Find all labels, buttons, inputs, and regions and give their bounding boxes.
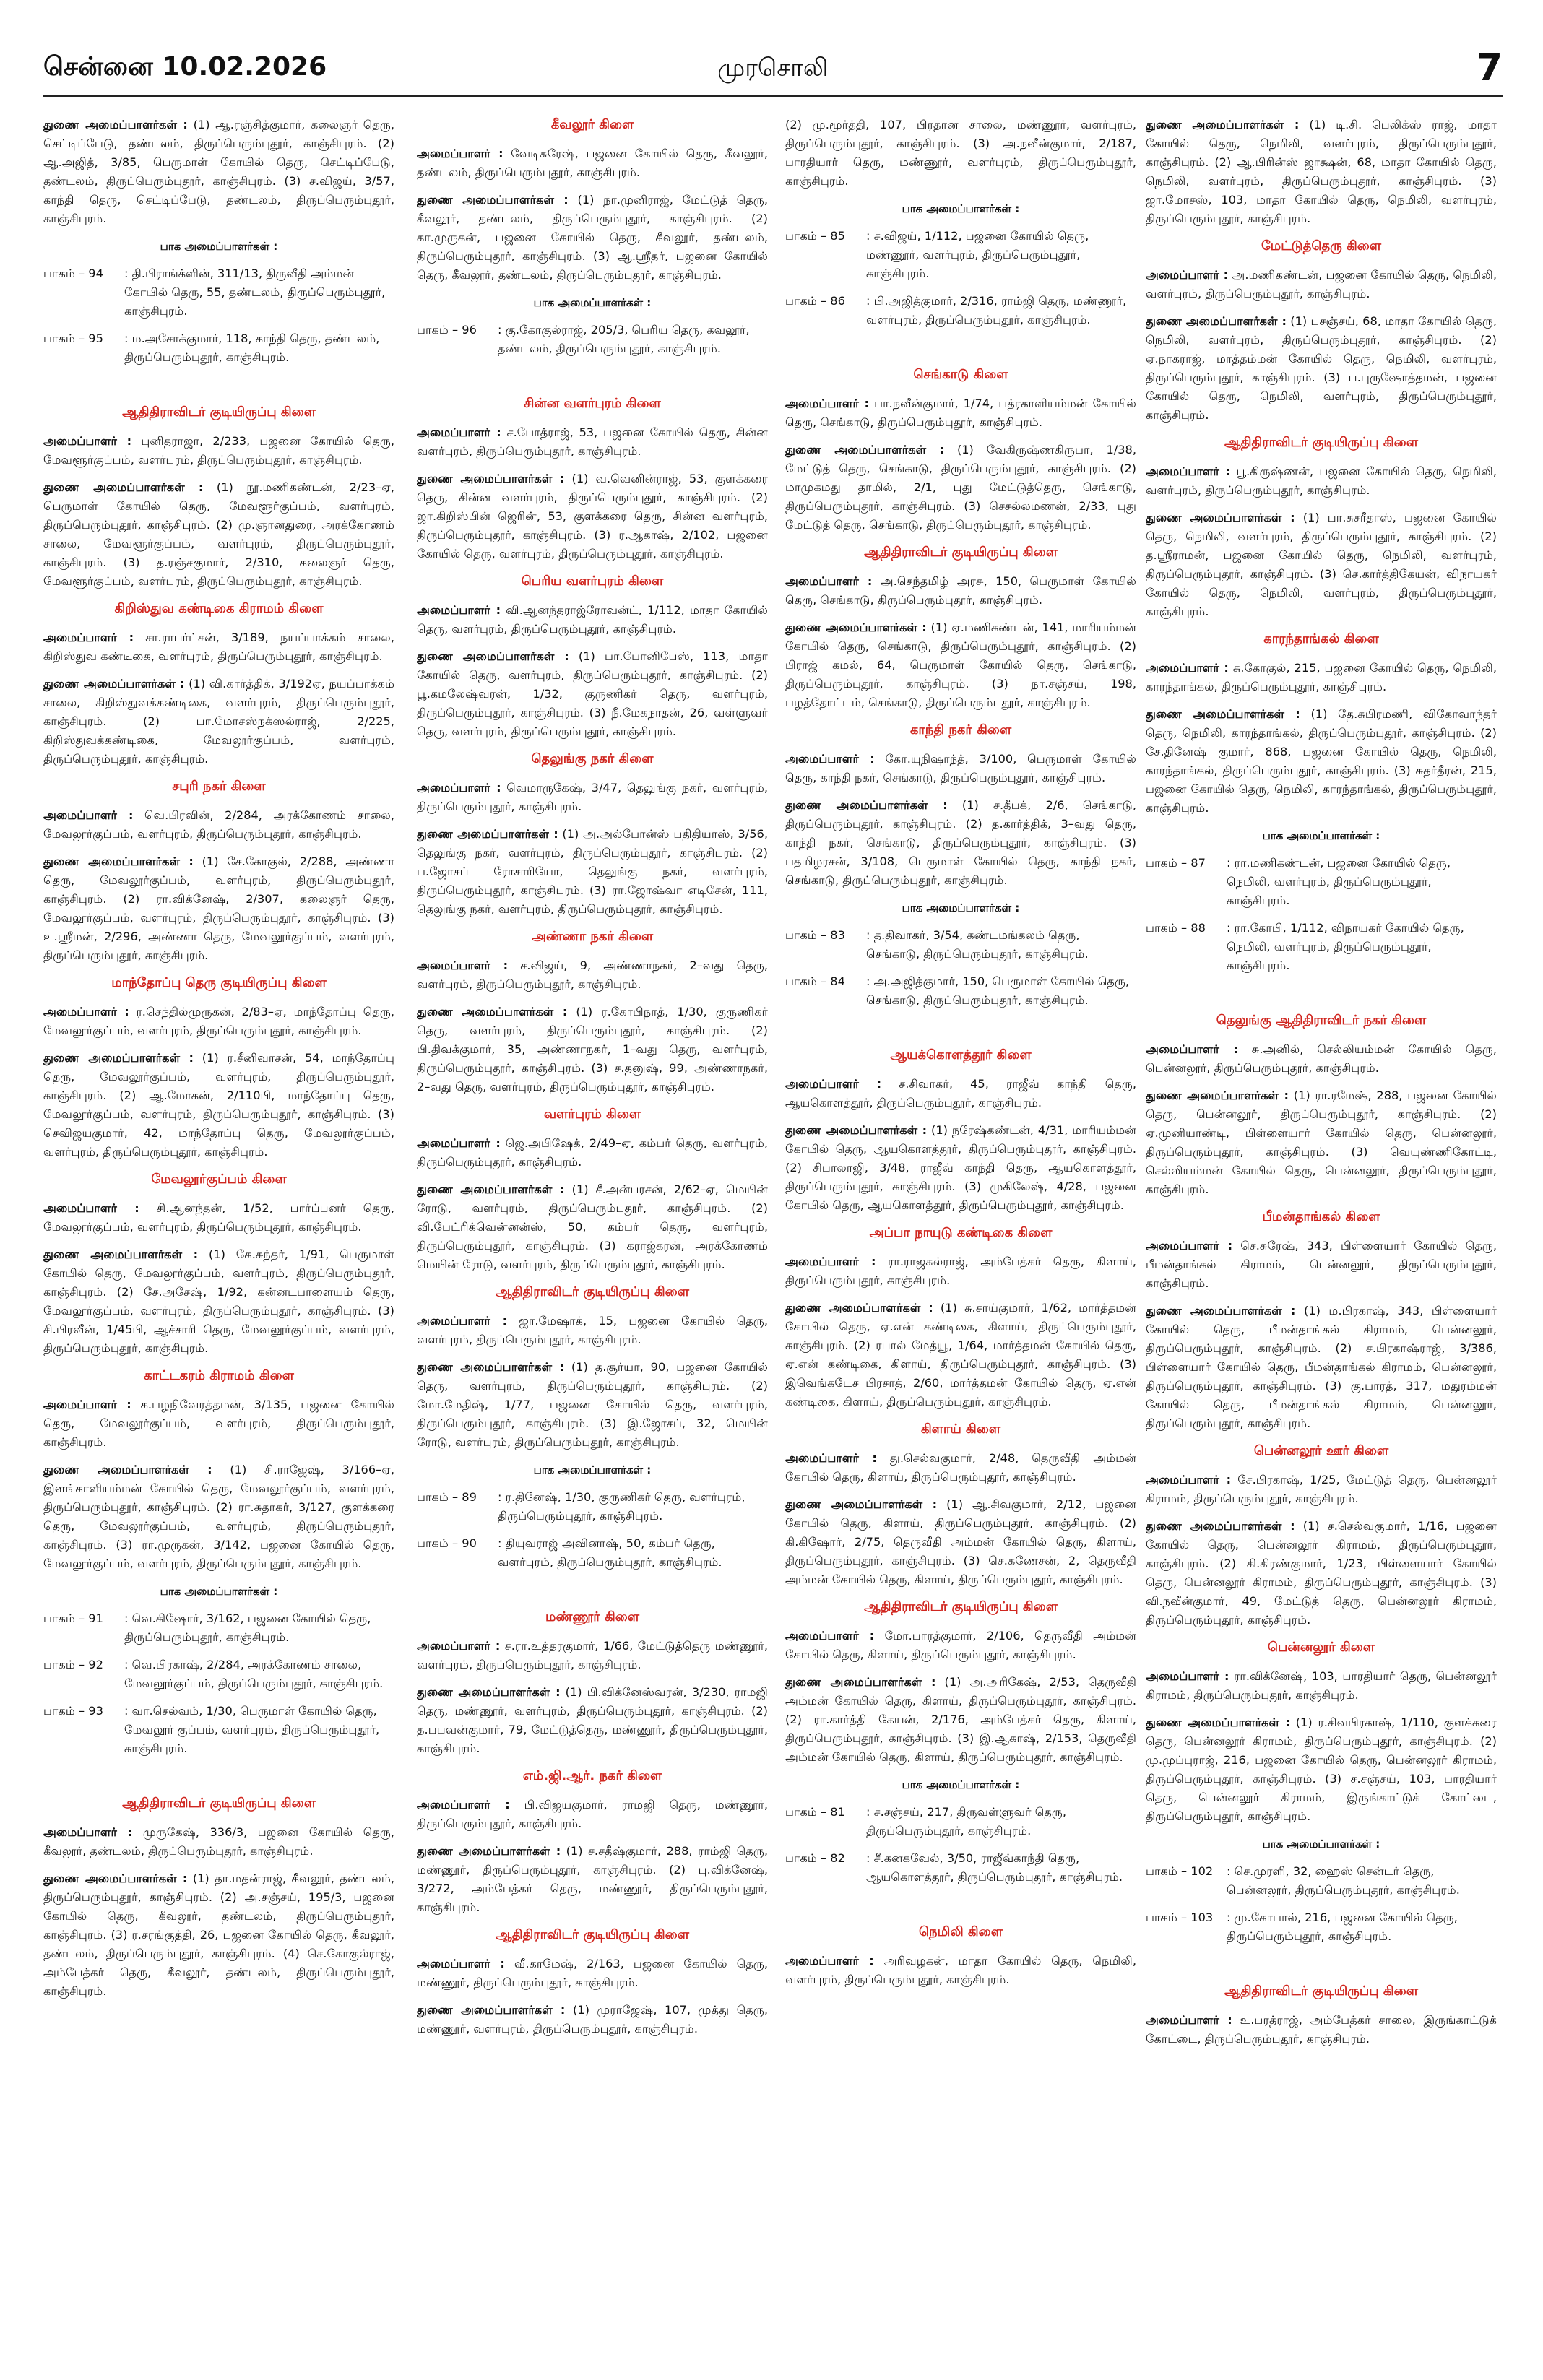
entry: அமைப்பாளர் : ர.செந்தில்முருகன், 2/83–ஏ, மாந்தோப்பு தெரு, மேவலூர்குப்பம், வளர்புரம், திருப்பெரும்புதூர், காஞ்சிபுரம். [43, 1005, 394, 1037]
bagam-row: பாகம் – 83 : த.திவாகர், 3/54, கண்டமங்கலம் தெரு, செங்காடு, திருப்பெரும்புதூர், காஞ்சிபுரம். [785, 928, 1089, 961]
section-heading: காரந்தாங்கல் கிளை [1263, 631, 1379, 646]
entry: அமைப்பாளர் : ச.போத்ராஜ், 53, பஜனை கோயில் தெரு, சின்ன வளர்புரம், திருப்பெரும்புதூர், காஞ்சிபுரம். [417, 425, 768, 458]
bagam-row: பாகம் – 81 : ச.சஞ்சய், 217, திருவள்ளுவர் தெரு, திருப்பெரும்புதூர், காஞ்சிபுரம். [785, 1805, 1067, 1838]
entry: துணை அமைப்பாளர்கள் : (1) ச.தீபக், 2/6, செங்காடு, திருப்பெரும்புதூர், காஞ்சிபுரம். (2) த.கார்த்திக், 3–வது தெரு, காந்தி நகர், செங்காடு, திருப்பெரும்புதூர், காஞ்சிபுரம். (3) பதமிழரசன், 3/108, பெருமாள் கோயில் தெரு, காந்தி நகர், செங்காடு, திருப்பெரும்புதூர், காஞ்சிபுரம். [785, 798, 1136, 887]
bagam-heading: பாக அமைப்பாளர்கள் : [160, 240, 278, 253]
entry: அமைப்பாளர் : வெ.பிரவின், 2/284, அரக்கோணம் சாலை, மேவலூர்குப்பம், வளர்புரம், திருப்பெரும்புதூர், காஞ்சிபுரம். [43, 808, 394, 841]
section-heading: மாந்தோப்பு தெரு குடியிருப்பு கிளை [111, 975, 327, 990]
entry: அமைப்பாளர் : ஜெ.அபிஷேக், 2/49–ஏ, கம்பர் தெரு, வளர்புரம், திருப்பெரும்புதூர், காஞ்சிபுரம். [417, 1136, 768, 1169]
newspaper-name: முரசொலி [717, 53, 829, 82]
entry: அமைப்பாளர் : ரா.விக்னேஷ், 103, பாரதியார் தெரு, பென்னலூர் கிராமம், திருப்பெரும்புதூர், காஞ்சிபுரம். [1146, 1669, 1497, 1702]
section-heading: ஆதிதிராவிடர் குடியிருப்பு கிளை [122, 404, 316, 420]
section-heading: செங்காடு கிளை [913, 367, 1008, 382]
bagam-heading: பாக அமைப்பாளர்கள் : [533, 1463, 652, 1476]
column-4 [1146, 116, 1497, 2355]
section-heading: ஆதிதிராவிடர் குடியிருப்பு கிளை [864, 1599, 1058, 1614]
entry: துணை அமைப்பாளர்கள் : (1) அ.அரிகேஷ், 2/53, தெருவீதி அம்மன் கோயில் தெரு, கிளாய், திருப்பெரும்புதூர், காஞ்சிபுரம். (2) ரா.கார்த்தி கேயன், 2/176, அம்பேத்கர் தெரு, கிளாய், திருப்பெரும்புதூர், காஞ்சிபுரம். (3) இ.ஆகாஷ், 2/153, தெருவீதி அம்மன் கோயில் தெரு, கிளாய், திருப்பெரும்புதூர், காஞ்சிபுரம். [785, 1675, 1136, 1764]
bagam-row: பாகம் – 96 : கு.கோகுல்ராஜ், 205/3, பெரிய தெரு, கவலூர், தண்டலம், திருப்பெரும்புதூர், காஞ்சிபுரம். [417, 323, 750, 355]
bagam-row: பாகம் – 92 : வெ.பிரகாஷ், 2/284, அரக்கோணம் சாலை, மேவலூர்குப்பம், திருப்பெரும்புதூர், காஞ்சிபுரம். [43, 1658, 384, 1690]
entry: அமைப்பாளர் : ச.விஜய், 9, அண்ணாநகர், 2–வது தெரு, வளர்புரம், திருப்பெரும்புதூர், காஞ்சிபுரம். [417, 959, 768, 991]
entry: துணை அமைப்பாளர்கள் : (1) ஆ.ரஞ்சித்குமார், கலைஞர் தெரு, செட்டிப்பேடு, தண்டலம், திருப்பெரும்புதூர், காஞ்சிபுரம். (2) ஆ.அஜித், 3/85, பெருமாள் கோயில் தெரு, செட்டிப்பேடு, தண்டலம், திருப்பெரும்புதூர், காஞ்சிபுரம். (3) ச.விஜய், 3/57, காந்தி தெரு, செட்டிப்பேடு, தண்டலம், திருப்பெரும்புதூர், காஞ்சிபுரம். [43, 118, 394, 225]
entry: துணை அமைப்பாளர்கள் : (1) சே.கோகுல், 2/288, அண்ணா தெரு, மேவலூர்குப்பம், வளர்புரம், திருப்பெரும்புதூர், காஞ்சிபுரம். (2) ரா.விக்னேஷ், 2/307, கலைஞர் தெரு, மேவலூர்குப்பம், வளர்புரம், திருப்பெரும்புதூர், காஞ்சிபுரம். (3) உ.ஸ்ரீமன், 2/296, அண்ணா தெரு, மேவலூர்குப்பம், வளர்புரம், திருப்பெரும்புதூர், காஞ்சிபுரம். [43, 854, 394, 962]
section-heading: ஆதிதிராவிடர் குடியிருப்பு கிளை [496, 1284, 689, 1299]
entry: துணை அமைப்பாளர்கள் : (1) கே.சுந்தர், 1/91, பெருமாள் கோயில் தெரு, மேவலூர்குப்பம், வளர்புரம், திருப்பெரும்புதூர், காஞ்சிபுரம். (2) சே.அசேஷ், 1/92, கன்னடபாளையம் தெரு, மேவலூர்குப்பம், வளர்புரம், திருப்பெரும்புதூர், காஞ்சிபுரம். (3) சி.பிரவீன், 1/45பி, ஆச்சாரி தெரு, மேவலூர்குப்பம், வளர்புரம், திருப்பெரும்புதூர், காஞ்சிபுரம். [43, 1247, 394, 1355]
entry: அமைப்பாளர் : சு.அனில், செல்லியம்மன் கோயில் தெரு, பென்னலூர், திருப்பெரும்புதூர், காஞ்சிபுரம். [1146, 1042, 1497, 1075]
bagam-row: பாகம் – 91 : வெ.கிஷோர், 3/162, பஜனை கோயில் தெரு, திருப்பெரும்புதூர், காஞ்சிபுரம். [43, 1611, 371, 1644]
entry: அமைப்பாளர் : செ.சுரேஷ், 343, பிள்ளையார் கோயில் தெரு, பீமன்தாங்கல் கிராமம், பென்னலூர், திருப்பெரும்புதூர், காஞ்சிபுரம். [1146, 1239, 1497, 1290]
section-heading: தெலுங்கு ஆதிதிராவிடர் நகர் கிளை [1216, 1013, 1427, 1028]
entry: துணை அமைப்பாளர்கள் : (1) பி.விக்னேஸ்வரன், 3/230, ராமஜி தெரு, மண்ணூர், வளர்புரம், திருப்பெரும்புதூர், காஞ்சிபுரம். (2) த.பபவன்குமார், 79, மேட்டுத்தெரு, மண்ணூர், திருப்பெரும்புதூர், காஞ்சிபுரம். [417, 1685, 768, 1755]
bagam-row: பாகம் – 88 : ரா.கோபி, 1/112, விநாயகர் கோயில் தெரு, நெமிலி, வளர்புரம், திருப்பெரும்புதூர், காஞ்சிபுரம். [1146, 921, 1464, 972]
entry: துணை அமைப்பாளர்கள் : (1) ஆ.சிவகுமார், 2/12, பஜனை கோயில் தெரு, கிளாய், திருப்பெரும்புதூர், காஞ்சிபுரம். (2) கி.கிஷோர், 2/75, தெருவீதி அம்மன் கோயில் தெரு, கிளாய், திருப்பெரும்புதூர், காஞ்சிபுரம். (3) செ.கணேசன், 2, தெருவீதி அம்மன் கோயில் தெரு, கிளாய், திருப்பெரும்புதூர், காஞ்சிபுரம். [785, 1497, 1136, 1586]
entry: அமைப்பாளர் : மோ.பாரத்குமார், 2/106, தெருவீதி அம்மன் கோயில் தெரு, கிளாய், திருப்பெரும்புதூர், காஞ்சிபுரம். [785, 1629, 1136, 1661]
entry: துணை அமைப்பாளர்கள் : (1) பா.சுசரீதாஸ், பஜனை கோயில் தெரு, நெமிலி, வளர்புரம், திருப்பெரும்புதூர், காஞ்சிபுரம். (2) த.ஸ்ரீராமன், பஜனை கோயில் தெரு, நெமிலி, வளர்புரம், திருப்பெரும்புதூர், காஞ்சிபுரம். (3) செ.கார்த்திகேயன், விநாயகர் கோயில் தெரு, நெமிலி, வளர்புரம், திருப்பெரும்புதூர், காஞ்சிபுரம். [1146, 511, 1497, 618]
bagam-row: பாகம் – 84 : அ.அஜித்குமார், 150, பெருமாள் கோயில் தெரு, செங்காடு, திருப்பெரும்புதூர், காஞ்சிபுரம். [785, 974, 1130, 1007]
column-3 [785, 116, 1136, 2355]
entry: துணை அமைப்பாளர்கள் : (1) நா.முனிராஜ், மேட்டுத் தெரு, கீவலூர், தண்டலம், திருப்பெரும்புதூர், காஞ்சிபுரம். (2) கா.முருகன், பஜனை கோயில் தெரு, கீவலூர், தண்டலம், திருப்பெரும்புதூர், காஞ்சிபுரம். (3) ஆ.ஸ்ரீதர், பஜனை கோயில் தெரு, கீவலூர், தண்டலம், திருப்பெரும்புதூர், காஞ்சிபுரம். [417, 193, 768, 282]
entry: துணை அமைப்பாளர்கள் : (1) சீ.அன்பரசன், 2/62–ஏ, மெயின் ரோடு, வளர்புரம், திருப்பெரும்புதூர், காஞ்சிபுரம். (2) வி.பேட்ரிக்வென்னன்ஸ், 50, கம்பர் தெரு, வளர்புரம், திருப்பெரும்புதூர், காஞ்சிபுரம். (3) கராஜ்கரன், அரக்கோணம் மெயின் ரோடு, வளர்புரம், திருப்பெரும்புதூர், காஞ்சிபுரம். [417, 1182, 768, 1271]
entry: அமைப்பாளர் : சு.கோகுல், 215, பஜனை கோயில் தெரு, நெமிலி, காரந்தாங்கல், திருப்பெரும்புதூர், காஞ்சிபுரம். [1146, 661, 1497, 693]
entry: துணை அமைப்பாளர்கள் : (1) சி.ராஜேஷ், 3/166–ஏ, இளங்காளியம்மன் கோயில் தெரு, மேவலூர்குப்பம், வளர்புரம், திருப்பெரும்புதூர், காஞ்சிபுரம். (2) ரா.சுதாகர், 3/127, குளக்கரை தெரு, மேவலூர்குப்பம், வளர்புரம், திருப்பெரும்புதூர், காஞ்சிபுரம். (3) ரா.முருகன், 3/142, பஜனை கோயில் தெரு, மேவலூர்குப்பம், வளர்புரம், திருப்பெரும்புதூர், காஞ்சிபுரம். [43, 1463, 394, 1570]
issue-date: சென்னை 10.02.2026 [43, 52, 327, 82]
entry: அமைப்பாளர் : வீ.காமேஷ், 2/163, பஜனை கோயில் தெரு, மண்ணூர், திருப்பெரும்புதூர், காஞ்சிபுரம். [417, 1957, 768, 1989]
entry: அமைப்பாளர் : பூ.கிருஷ்ணன், பஜனை கோயில் தெரு, நெமிலி, வளர்புரம், திருப்பெரும்புதூர், காஞ்சிபுரம். [1146, 464, 1497, 497]
entry: அமைப்பாளர் : சே.பிரகாஷ், 1/25, மேட்டுத் தெரு, பென்னலூர் கிராமம், திருப்பெரும்புதூர், காஞ்சிபுரம். [1146, 1473, 1497, 1505]
entry: துணை அமைப்பாளர்கள் : (1) த.சூர்யா, 90, பஜனை கோயில் தெரு, வளர்புரம், திருப்பெரும்புதூர், காஞ்சிபுரம். (2) மோ.மேதிஷ், 1/77, பஜனை கோயில் தெரு, வளர்புரம், திருப்பெரும்புதூர், காஞ்சிபுரம். (3) இ.ஜோசப், 32, மெயின் ரோடு, வளர்புரம், திருப்பெரும்புதூர், காஞ்சிபுரம். [417, 1360, 768, 1449]
bagam-row: பாகம் – 103 : மு.கோபால், 216, பஜனை கோயில் தெரு, திருப்பெரும்புதூர், காஞ்சிபுரம். [1146, 1911, 1458, 1943]
entry: துணை அமைப்பாளர்கள் : (1) ச.சதீஷ்குமார், 288, ராம்ஜி தெரு, மண்ணூர், திருப்பெரும்புதூர், காஞ்சிபுரம். (2) பு.விக்னேஷ், 3/272, அம்பேத்கர் தெரு, மண்ணூர், திருப்பெரும்புதூர், காஞ்சிபுரம். [417, 1844, 768, 1914]
entry: துணை அமைப்பாளர்கள் : (1) முராஜேஷ், 107, முத்து தெரு, மண்ணூர், வளர்புரம், திருப்பெரும்புதூர், காஞ்சிபுரம். [417, 2003, 768, 2035]
bagam-heading: பாக அமைப்பாளர்கள் : [902, 1778, 1020, 1791]
entry: அமைப்பாளர் : ரா.ராஜசுல்ராஜ், அம்பேத்கர் தெரு, கிளாய், திருப்பெரும்புதூர், காஞ்சிபுரம். [785, 1255, 1136, 1287]
section-heading: அப்பா நாயுடு கண்டிகை கிளை [869, 1225, 1053, 1240]
bagam-row: பாகம் – 87 : ரா.மணிகண்டன், பஜனை கோயில் தெரு, நெமிலி, வளர்புரம், திருப்பெரும்புதூர், காஞ்சிபுரம். [1146, 856, 1451, 907]
bagam-row: பாகம் – 82 : சீ.கனகவேல், 3/50, ராஜீவ்காந்தி தெரு, ஆயகொளத்தூர், திருப்பெரும்புதூர், காஞ்சிபுரம். [785, 1851, 1123, 1884]
entry: துணை அமைப்பாளர்கள் : (1) ர.கோபிநாத், 1/30, குருணிகர் தெரு, வளர்புரம், திருப்பெரும்புதூர், காஞ்சிபுரம். (2) பி.திவக்குமார், 35, அண்ணாநகர், 1–வது தெரு, வளர்புரம், திருப்பெரும்புதூர், காஞ்சிபுரம். (3) ச.தனுஷ், 99, அண்ணாநகர், 2–வது தெரு, வளர்புரம், திருப்பெரும்புதூர், காஞ்சிபுரம். [417, 1005, 768, 1094]
section-heading: பென்னலூர் ஊர் கிளை [1253, 1443, 1389, 1458]
entry: துணை அமைப்பாளர்கள் : (1) ச.செல்வகுமார், 1/16, பஜனை கோயில் தெரு, பென்னலூர் கிராமம், திருப்பெரும்புதூர், காஞ்சிபுரம். (2) கி.கிரண்குமார், 1/23, பிள்ளையார் கோயில் தெரு, பென்னலூர் கிராமம், திருப்பெரும்புதூர், காஞ்சிபுரம். (3) வி.நவீன்குமார், 49, மேட்டுத் தெரு, பென்னலூர் கிராமம், திருப்பெரும்புதூர், காஞ்சிபுரம். [1146, 1519, 1497, 1627]
bagam-heading: பாக அமைப்பாளர்கள் : [1262, 829, 1380, 842]
bagam-row: பாகம் – 89 : ர.தினேஷ், 1/30, குருணிகர் தெரு, வளர்புரம், திருப்பெரும்புதூர், காஞ்சிபுரம். [417, 1490, 745, 1523]
entry: துணை அமைப்பாளர்கள் : (1) ரா.ரமேஷ், 288, பஜனை கோயில் தெரு, பென்னலூர், திருப்பெரும்புதூர், காஞ்சிபுரம். (2) ஏ.முனியாண்டி, பிள்ளையார் கோயில் தெரு, பென்னலூர், திருப்பெரும்புதூர், காஞ்சிபுரம். (3) வெயுண்ணிகோட்டி, செல்லியம்மன் கோயில் தெரு, பென்னலூர், திருப்பெரும்புதூர், காஞ்சிபுரம். [1146, 1089, 1497, 1196]
entry: துணை அமைப்பாளர்கள் : (1) ம.பிரகாஷ், 343, பிள்ளையார் கோயில் தெரு, பீமன்தாங்கல் கிராமம், பென்னலூர், திருப்பெரும்புதூர், காஞ்சிபுரம். (2) ச.பிரகாஷ்ராஜ், 3/386, பிள்ளையார் கோயில் தெரு, பீமன்தாங்கல் கிராமம், பென்னலூர், திருப்பெரும்புதூர், காஞ்சிபுரம். (3) கு.பாரத், 317, மதுரம்மன் கோயில் தெரு, பீமன்தாங்கல் கிராமம், பென்னலூர், திருப்பெரும்புதூர், காஞ்சிபுரம். [1146, 1304, 1497, 1430]
section-heading: கிறிஸ்துவ கண்டிகை கிராமம் கிளை [114, 601, 324, 616]
bagam-heading: பாக அமைப்பாளர்கள் : [902, 202, 1020, 215]
section-heading: பென்னலூர் கிளை [1267, 1640, 1375, 1655]
entry: அமைப்பாளர் : வி.ஆனந்தராஜ்ரோவன்ட், 1/112, மாதா கோயில் தெரு, வளர்புரம், திருப்பெரும்புதூர், காஞ்சிபுரம். [417, 603, 768, 636]
entry: அமைப்பாளர் : வேடிசுரேஷ், பஜனை கோயில் தெரு, கீவலூர், தண்டலம், திருப்பெரும்புதூர், காஞ்சிபுரம். [417, 147, 768, 179]
entry: துணை அமைப்பாளர்கள் : (1) தே.சுபிரமணி, விகோவாந்தர் தெரு, நெமிலி, காரந்தாங்கல், திருப்பெரும்புதூர், காஞ்சிபுரம். (2) சே.தினேஷ் குமார், 868, பஜனை கோயில் தெரு, நெமிலி, காரந்தாங்கல், திருப்பெரும்புதூர், காஞ்சிபுரம். (3) சுதர்தீரன், 215, பஜனை கோயில் தெரு, நெமிலி, காரந்தாங்கல், திருப்பெரும்புதூர், காஞ்சிபுரம். [1146, 707, 1497, 815]
bagam-row: பாகம் – 85 : ச.விஜய், 1/112, பஜனை கோயில் தெரு, மண்ணூர், வளர்புரம், திருப்பெரும்புதூர், காஞ்சிபுரம். [785, 229, 1089, 280]
entry: அமைப்பாளர் : பி.விஜயகுமார், ராமஜி தெரு, மண்ணூர், திருப்பெரும்புதூர், காஞ்சிபுரம். [417, 1798, 768, 1830]
section-heading: வளர்புரம் கிளை [543, 1107, 641, 1122]
entry: துணை அமைப்பாளர்கள் : (1) பசஞ்சய், 68, மாதா கோயில் தெரு, நெமிலி, வளர்புரம், திருப்பெரும்புதூர், காஞ்சிபுரம். (2) ஏ.நாகராஜ், மாத்தம்மன் கோயில் தெரு, நெமிலி, வளர்புரம், திருப்பெரும்புதூர், காஞ்சிபுரம். (3) ப.புருஷோத்தமன், பஜனை கோயில் தெரு, நெமிலி, வளர்புரம், திருப்பெரும்புதூர், காஞ்சிபுரம். [1146, 314, 1497, 422]
entry: அமைப்பாளர் : பா.நவீன்குமார், 1/74, பத்ரகாளியம்மன் கோயில் தெரு, செங்காடு, திருப்பெரும்புதூர், காஞ்சிபுரம். [785, 397, 1136, 429]
bagam-row: பாகம் – 94 : தி.பிராங்க்ளின், 311/13, திருவீதி அம்மன் கோயில் தெரு, 55, தண்டலம், திருப்பெரும்புதூர், காஞ்சிபுரம். [43, 267, 386, 318]
entry: அமைப்பாளர் : க.பழநிவேரத்தமன், 3/135, பஜனை கோயில் தெரு, மேவலூர்குப்பம், வளர்புரம், திருப்பெரும்புதூர், காஞ்சிபுரம். [43, 1398, 394, 1449]
column-2 [417, 116, 768, 2355]
entry: அமைப்பாளர் : புனிதராஜா, 2/233, பஜனை கோயில் தெரு, மேவளூர்குப்பம், வளர்புரம், திருப்பெரும்புதூர், காஞ்சிபுரம். [43, 434, 394, 467]
section-heading: ஆதிதிராவிடர் குடியிருப்பு கிளை [1224, 435, 1418, 450]
entry: (2) மு.மூர்த்தி, 107, பிரதான சாலை, மண்ணூர், வளர்புரம், திருப்பெரும்புதூர், காஞ்சிபுரம். (3) அ.நவீன்குமார், 2/187, பாரதியார் தெரு, மண்ணூர், வளர்புரம், திருப்பெரும்புதூர், காஞ்சிபுரம். [785, 118, 1136, 188]
entry: துணை அமைப்பாளர்கள் : (1) வேகிருஷ்ணகிருபா, 1/38, மேட்டுத் தெரு, செங்காடு, திருப்பெரும்புதூர், காஞ்சிபுரம். (2) மாமுகமது தாமில், 2/1, புது மேட்டுத்தெரு, செங்காடு, திருப்பெரும்புதூர், காஞ்சிபுரம். (3) செசல்லமணன், 2/33, புது மேட்டுத் தெரு, செங்காடு, திருப்பெரும்புதூர், காஞ்சிபுரம். [785, 443, 1136, 532]
entry: அமைப்பாளர் : து.செல்வகுமார், 2/48, தெருவீதி அம்மன் கோயில் தெரு, கிளாய், திருப்பெரும்புதூர், காஞ்சிபுரம். [785, 1451, 1136, 1484]
entry: அமைப்பாளர் : சி.ஆனந்தன், 1/52, பார்ப்பனர் தெரு, மேவலூர்குப்பம், வளர்புரம், திருப்பெரும்புதூர், காஞ்சிபுரம். [43, 1201, 394, 1234]
section-heading: கீவலூர் கிளை [550, 117, 634, 132]
entry: துணை அமைப்பாளர்கள் : (1) ர.சீனிவாசன், 54, மாந்தோப்பு தெரு, மேவலூர்குப்பம், வளர்புரம், திருப்பெரும்புதூர், காஞ்சிபுரம். (2) ஆ.மோகன், 2/110பி, மாந்தோப்பு தெரு, மேவலூர்குப்பம், வளர்புரம், திருப்பெரும்புதூர், காஞ்சிபுரம். (3) செவிஜயகுமார், 42, மாந்தோப்பு தெரு, மேவலூர்குப்பம், வளர்புரம், திருப்பெரும்புதூர், காஞ்சிபுரம். [43, 1051, 394, 1159]
bagam-heading: பாக அமைப்பாளர்கள் : [902, 901, 1020, 914]
section-heading: மேட்டுத்தெரு கிளை [1261, 238, 1382, 254]
entry: அமைப்பாளர் : அ.செந்தமிழ் அரசு, 150, பெருமாள் கோயில் தெரு, செங்காடு, திருப்பெரும்புதூர், காஞ்சிபுரம். [785, 574, 1136, 607]
bagam-row: பாகம் – 102 : செ.முரளி, 32, ஹைஸ் சென்டர் தெரு, பென்னலூர், திருப்பெரும்புதூர், காஞ்சிபுரம். [1146, 1864, 1460, 1897]
bagam-row: பாகம் – 95 : ம.அசோக்குமார், 118, காந்தி தெரு, தண்டலம், திருப்பெரும்புதூர், காஞ்சிபுரம். [43, 332, 380, 364]
section-heading: நெமிலி கிளை [919, 1924, 1003, 1939]
entry: அமைப்பாளர் : முருகேஷ், 336/3, பஜனை கோயில் தெரு, கீவலூர், தண்டலம், திருப்பெரும்புதூர், காஞ்சிபுரம். [43, 1825, 394, 1858]
entry: துணை அமைப்பாளர்கள் : (1) ஏ.மணிகண்டன், 141, மாரியம்மன் கோயில் தெரு, செங்காடு, திருப்பெரும்புதூர், காஞ்சிபுரம். (2) பிராஜ் கமல், 64, பெருமாள் கோயில் தெரு, செங்காடு, திருப்பெரும்புதூர், காஞ்சிபுரம். (3) நா.சஞ்சய், 198, பழத்தோட்டம், செங்காடு, திருப்பெரும்புதூர், காஞ்சிபுரம். [785, 620, 1136, 709]
entry: துணை அமைப்பாளர்கள் : (1) அ.அல்போன்ஸ் பதிதியாஸ், 3/56, தெலுங்கு நகர், வளர்புரம், திருப்பெரும்புதூர், காஞ்சிபுரம். (2) ப.ஜோசப் ரோசாரியோ, தெலுங்கு நகர், வளர்புரம், திருப்பெரும்புதூர், காஞ்சிபுரம். (3) ரா.ஜோஷ்வா எடிசேன், 111, தெலுங்கு நகர், வளர்புரம், திருப்பெரும்புதூர், காஞ்சிபுரம். [417, 827, 768, 916]
section-heading: தெலுங்கு நகர் கிளை [531, 751, 654, 766]
section-heading: சின்ன வளர்புரம் கிளை [524, 396, 661, 411]
entry: அமைப்பாளர் : அரிவழகன், மாதா கோயில் தெரு, நெமிலி, வளர்புரம், திருப்பெரும்புதூர், காஞ்சிபுரம். [785, 1954, 1136, 1986]
section-heading: ஆதிதிராவிடர் குடியிருப்பு கிளை [864, 545, 1058, 560]
entry: துணை அமைப்பாளர்கள் : (1) வ.வெனின்ராஜ், 53, குளக்கரை தெரு, சின்ன வளர்புரம், திருப்பெரும்புதூர், காஞ்சிபுரம். (2) ஜா.கிறிஸ்பின் ஜெரின், 53, குளக்கரை தெரு, சின்ன வளர்புரம், திருப்பெரும்புதூர், காஞ்சிபுரம். (3) ர.ஆகாஷ், 2/102, பஜனை கோயில் தெரு, வளர்புரம், திருப்பெரும்புதூர், காஞ்சிபுரம். [417, 472, 768, 561]
entry: அமைப்பாளர் : உ.பரத்ராஜ், அம்பேத்கர் சாலை, இருங்காட்டுக் கோட்டை, திருப்பெரும்புதூர், காஞ்சிபுரம். [1146, 2013, 1497, 2046]
bagam-heading: பாக அமைப்பாளர்கள் : [1262, 1838, 1380, 1851]
section-heading: ஆதிதிராவிடர் குடியிருப்பு கிளை [122, 1796, 316, 1811]
section-heading: எம்.ஜி.ஆர். நகர் கிளை [522, 1768, 662, 1783]
section-heading: ஆயக்கொளத்தூர் கிளை [890, 1047, 1032, 1063]
column-1 [43, 116, 394, 2355]
section-heading: அண்ணா நகர் கிளை [531, 929, 654, 944]
entry: துணை அமைப்பாளர்கள் : (1) நரேஷ்கண்டன், 4/31, மாரியம்மன் கோயில் தெரு, ஆயகொளத்தூர், திருப்பெரும்புதூர், காஞ்சிபுரம். (2) சிபாலாஜி, 3/48, ராஜீவ் காந்தி தெரு, ஆயகொளத்தூர், திருப்பெரும்புதூர், காஞ்சிபுரம். (3) முகிலேஷ், 4/28, பஜனை கோயில் தெரு, ஆயகொளத்தூர், திருப்பெரும்புதூர், காஞ்சிபுரம். [785, 1123, 1136, 1212]
entry: அமைப்பாளர் : ஜா.மேஷாக், 15, பஜனை கோயில் தெரு, வளர்புரம், திருப்பெரும்புதூர், காஞ்சிபுரம். [417, 1314, 768, 1346]
section-heading: ஆதிதிராவிடர் குடியிருப்பு கிளை [1224, 1983, 1418, 1999]
entry: அமைப்பாளர் : ச.சிவாகர், 45, ராஜீவ் காந்தி தெரு, ஆயகொளத்தூர், திருப்பெரும்புதூர், காஞ்சிபுரம். [785, 1077, 1136, 1109]
entry: அமைப்பாளர் : அ.மணிகண்டன், பஜனை கோயில் தெரு, நெமிலி, வளர்புரம், திருப்பெரும்புதூர், காஞ்சிபுரம். [1146, 268, 1497, 300]
entry: அமைப்பாளர் : சா.ராபர்ட்சன், 3/189, நயப்பாக்கம் சாலை, கிறிஸ்துவ கண்டிகை, வளர்புரம், திருப்பெரும்புதூர், காஞ்சிபுரம். [43, 631, 394, 663]
bagam-heading: பாக அமைப்பாளர்கள் : [160, 1585, 278, 1598]
section-heading: மேவலூர்குப்பம் கிளை [151, 1172, 287, 1187]
bagam-row: பாகம் – 93 : வா.செல்வம், 1/30, பெருமாள் கோயில் தெரு, மேவலூர் குப்பம், வளர்புரம், திருப்பெரும்புதூர், காஞ்சிபுரம். [43, 1704, 380, 1755]
section-heading: பீமன்தாங்கல் கிளை [1262, 1209, 1380, 1224]
entry: அமைப்பாளர் : ச.ரா.உத்தரகுமார், 1/66, மேட்டுத்தெரு மண்ணூர், வளர்புரம், திருப்பெரும்புதூர், காஞ்சிபுரம். [417, 1639, 768, 1671]
entry: அமைப்பாளர் : கோ.யுநிஷாந்த், 3/100, பெருமாள் கோயில் தெரு, காந்தி நகர், செங்காடு, திருப்பெரும்புதூர், காஞ்சிபுரம். [785, 752, 1136, 784]
section-heading: பெரிய வளர்புரம் கிளை [521, 574, 664, 589]
entry: துணை அமைப்பாளர்கள் : (1) டி.சி. பெலிக்ஸ் ராஜ், மாதா கோயில் தெரு, நெமிலி, வளர்புரம், திருப்பெரும்புதூர், காஞ்சிபுரம். (2) ஆ.பிரின்ஸ் ஜாக்ஷன், 68, மாதா கோயில் தெரு, நெமிலி, வளர்புரம், திருப்பெரும்புதூர், காஞ்சிபுரம். (3) ஜா.மோசஸ், 103, மாதா கோயில் தெரு, நெமிலி, வளர்புரம், திருப்பெரும்புதூர், காஞ்சிபுரம். [1146, 118, 1497, 225]
entry: துணை அமைப்பாளர்கள் : (1) நூ.மணிகண்டன், 2/23–ஏ, பெருமாள் கோயில் தெரு, மேவளூர்குப்பம், வளர்புரம், திருப்பெரும்புதூர், காஞ்சிபுரம். (2) மு.ஞானதுரை, அரக்கோணம் சாலை, மேவளூர்குப்பம், வளர்புரம், திருப்பெரும்புதூர், காஞ்சிபுரம். (3) த.ரஞ்சகுமார், 2/310, கலைஞர் தெரு, மேவளூர்குப்பம், வளர்புரம், திருப்பெரும்புதூர், காஞ்சிபுரம். [43, 480, 394, 588]
entry: அமைப்பாளர் : வெமாருகேஷ், 3/47, தெலுங்கு நகர், வளர்புரம், திருப்பெரும்புதூர், காஞ்சிபுரம். [417, 781, 768, 813]
section-heading: ஆதிதிராவிடர் குடியிருப்பு கிளை [496, 1927, 689, 1942]
masthead-rule [43, 95, 1503, 97]
bagam-row: பாகம் – 90 : தியுவராஜ் அவினாஷ், 50, கம்பர் தெரு, வளர்புரம், திருப்பெரும்புதூர், காஞ்சிபுரம். [417, 1536, 722, 1569]
entry: துணை அமைப்பாளர்கள் : (1) தா.மதன்ராஜ், கீவலூர், தண்டலம், திருப்பெரும்புதூர், காஞ்சிபுரம். (2) அ.சஞ்சய், 195/3, பஜனை கோயில் தெரு, கீவலூர், தண்டலம், திருப்பெரும்புதூர், காஞ்சிபுரம். (3) ர.சரங்குத்தி, 26, பஜனை கோயில் தெரு, கீவலூர், தண்டலம், திருப்பெரும்புதூர், காஞ்சிபுரம். (4) செ.கோகுல்ராஜ், அம்பேத்கர் தெரு, கீவலூர், தண்டலம், திருப்பெரும்புதூர், காஞ்சிபுரம். [43, 1871, 394, 1998]
entry: துணை அமைப்பாளர்கள் : (1) வி.கார்த்திக், 3/192ஏ, நயப்பாக்கம் சாலை, கிறிஸ்துவக்கண்டிகை, வளர்புரம், திருப்பெரும்புதூர், காஞ்சிபுரம். (2) பா.மோசஸ்நக்ஸல்ராஜ், 2/225, கிறிஸ்துவக்கண்டிகை, மேவலூர்குப்பம், வளர்புரம், திருப்பெரும்புதூர், காஞ்சிபுரம். [43, 677, 394, 766]
masthead [43, 46, 1503, 90]
entry: துணை அமைப்பாளர்கள் : (1) சு.சாய்குமார், 1/62, மார்த்தமன் கோயில் தெரு, ஏ.என் கண்டிகை, கிளாய், திருப்பெரும்புதூர், காஞ்சிபுரம். (2) ரபால் மேத்யூ, 1/64, மார்த்தமன் கோயில் தெரு, ஏ.என் கண்டிகை, கிளாய், திருப்பெரும்புதூர், காஞ்சிபுரம். (3) இவெங்கடேச பிரசாத், 2/60, மார்த்தமன் கோயில் தெரு, ஏ.என் கண்டிகை, கிளாய், திருப்பெரும்புதூர், காஞ்சிபுரம். [785, 1301, 1136, 1408]
section-heading: மண்ணூர் கிளை [545, 1609, 640, 1624]
section-heading: காட்டகரம் கிராமம் கிளை [144, 1368, 294, 1383]
section-heading: கிளாய் கிளை [920, 1421, 1001, 1437]
section-heading: சபுரி நகர் கிளை [172, 779, 266, 794]
bagam-heading: பாக அமைப்பாளர்கள் : [533, 296, 652, 309]
bagam-row: பாகம் – 86 : பி.அஜித்குமார், 2/316, ராம்ஜி தெரு, மண்ணூர், வளர்புரம், திருப்பெரும்புதூர், காஞ்சிபுரம். [785, 294, 1127, 326]
entry: துணை அமைப்பாளர்கள் : (1) பா.போனிபேஸ், 113, மாதா கோயில் தெரு, வளர்புரம், திருப்பெரும்புதூர், காஞ்சிபுரம். (2) பூ.கமலேஷ்வரன், 1/32, குருணிகர் தெரு, வளர்புரம், திருப்பெரும்புதூர், காஞ்சிபுரம். (3) நீ.மேகநாதன், 26, வள்ளுவர் தெரு, வளர்புரம், திருப்பெரும்புதூர், காஞ்சிபுரம். [417, 649, 768, 738]
section-heading: காந்தி நகர் கிளை [909, 722, 1012, 737]
page-number: 7 [1476, 46, 1503, 90]
entry: துணை அமைப்பாளர்கள் : (1) ர.சிவபிரகாஷ், 1/110, குளக்கரை தெரு, பென்னலூர் கிராமம், திருப்பெரும்புதூர், காஞ்சிபுரம். (2) மு.முப்புராஜ், 216, பஜனை கோயில் தெரு, பென்னலூர் கிராமம், திருப்பெரும்புதூர், காஞ்சிபுரம். (3) ச.சஞ்சய், 103, பாரதியார் தெரு, பென்னலூர் கிராமம், இருங்காட்டுக் கோட்டை, திருப்பெரும்புதூர், காஞ்சிபுரம். [1146, 1715, 1497, 1823]
